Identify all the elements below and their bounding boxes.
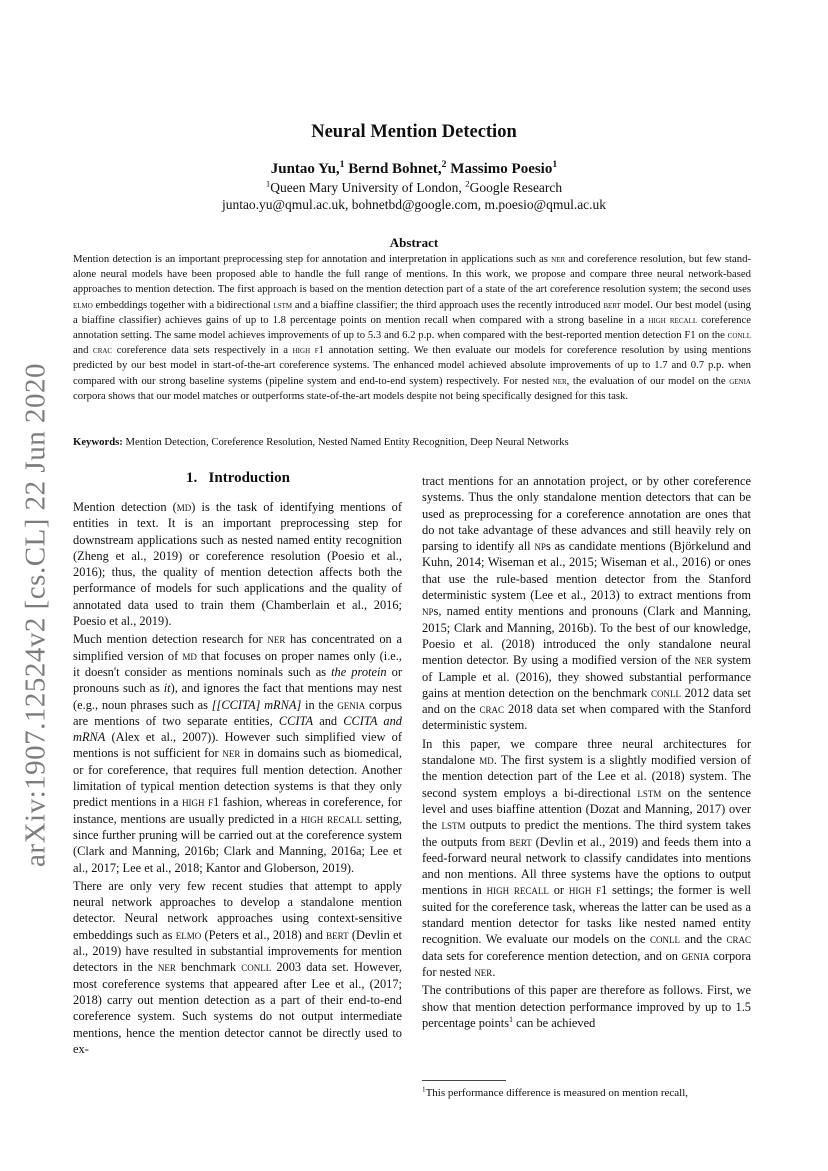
footnote-mark: 1 [422, 1085, 426, 1094]
affiliation-name: Google Research [469, 180, 563, 195]
paragraph: In this paper, we compare three neural architectures for standalone md. The first system is a slightly modified version of the mention detection part of the Lee et al. (2018) system. The second system employs a bi-directional lstm on the sentence level and uses biaffine attention (Dozat and Manning, 2017) over the lstm outputs to predict the mentions. The third system takes the outputs from bert (Devlin et al., 2019) and feeds them into a feed-forward neural network to classify candidates into mentions and non mentions. All three systems have the options to output mentions in high recall or high f1 settings; the former is well suited for the coreference task, whereas the latter can be used as a standard mention detector for tasks like nested named entity recognition. We evaluate our models on the conll and the crac data sets for coreference mention detection, and on genia corpora for nested ner. [422, 736, 752, 979]
right-column [422, 473, 751, 1031]
affiliation-mark: 2 [465, 178, 470, 189]
affiliations [0, 180, 828, 196]
affiliation-mark: 1 [265, 178, 271, 189]
abstract-body [73, 252, 751, 404]
author-name: Massimo Poesio [450, 161, 553, 177]
paper-title: Neural Mention Detection [311, 122, 517, 142]
left-column [73, 499, 402, 1057]
keywords-label: Keywords: [73, 436, 123, 448]
affiliation-name: Queen Mary University of London, [270, 180, 466, 195]
section-heading-introduction [73, 470, 403, 487]
section-title: Introduction [208, 470, 290, 486]
paragraph: Much mention detection research for ner has concentrated on a simplified version of md that focuses on proper names only (i.e., it doesn't consider as mentions nominals such as the protein or pronouns such as it), and ignores the fact that mentions may nest (e.g., noun phrases such as [[CCITA] mRNA] in the genia corpus are mentions of two separate entities, CCITA and CCITA and mRNA (Alex et al., 2007)). However such simplified view of mentions is not sufficient for ner in domains such as biomedical, or for coreference, that requires full mention detection. Another limitation of typical mention detection systems is that they only predict mentions in a high f1 fashion, whereas in coreference, for instance, mentions are usually predicted in a high recall setting, since further pruning will be carried out at the coreference system (Clark and Manning, 2016b; Clark and Manning, 2016a; Lee et al., 2017; Lee et al., 2018; Kantor and Globerson, 2019). [73, 632, 403, 875]
paragraph: Mention detection (md) is the task of identifying mentions of entities in text. It is an important preprocessing step for downstream applications such as nested named entity recognition (Zheng et al., 2019) or coreference resolution (Poesio et al., 2016); thus, the quality of mention detection affects both the performance of models for such applications and the quality of annotated data used to train them (Chamberlain et al., 2016; Poesio et al., 2019). [73, 500, 402, 629]
author-emails: juntao.yu@qmul.ac.uk, bohnetbd@google.com, m.poesio@qmul.ac.uk [221, 197, 607, 212]
abstract-heading: Abstract [389, 235, 439, 250]
keywords [73, 435, 751, 450]
footnote-rule [422, 1080, 506, 1081]
footnote-text: This performance difference is measured on mention recall, [425, 1087, 689, 1099]
author-name: Juntao Yu, [270, 161, 340, 177]
arxiv-sidebar [14, 363, 58, 867]
author-list [0, 161, 828, 178]
author-name: Bernd Bohnet, [348, 161, 442, 177]
abstract-text: Mention detection is an important preprocessing step for annotation and interpretation in applications such as ner and coreference resolution, but few stand-alone neural models have been proposed able to handle the full range of mentions. In this work, we propose and compare three neural network-based approaches to mention detection. The first approach is based on the mention detection part of a state of the art coreference resolution system; the second uses elmo embeddings together with a bidirectional lstm and a biaffine classifier; the third approach uses the recently introduced bert model. Our best model (using a biaffine classifier) achieves gains of up to 1.8 percentage points on mention recall when compared with a strong baseline in a high recall coreference annotation setting. The same model achieves improvements of up to 5.3 and 6.2 p.p. when compared with the best-reported mention detection F1 on the conll and crac coreference data sets respectively in a high f1 annotation setting. We then evaluate our models for coreference resolution by using mentions predicted by our best model in start-of-the-art coreference systems. The enhanced model achieved absolute improvements of up to 1.7 and 0.7 p.p. when compared with our strong baseline systems (pipeline system and end-to-end system) respectively. For nested ner, the evaluation of our model on the genia corpora shows that our model matches or outperforms state-of-the-art models despite not being specifically designed for this task. [73, 253, 752, 402]
section-number: 1. [186, 470, 198, 486]
author-mark: 1 [339, 159, 345, 170]
paragraph: The contributions of this paper are therefore as follows. First, we show that mention detection performance improved by up to 1.5 percentage points$^1$ can be achieved [422, 983, 751, 1030]
author-mark: 2 [441, 159, 447, 170]
paragraph: tract mentions for an annotation project, or by other coreference systems. Thus the only standalone mention detectors that can be used as preprocessing for a coreference annotation are ones that do not take advantage of these advances and still heavily rely on parsing to identify all nps as candidate mentions (Björkelund and Kuhn, 2014; Wiseman et al., 2015; Wiseman et al., 2016) or ones that use the rule-based mention detector from the Stanford deterministic system (Lee et al., 2013) to extract mentions from nps, named entity mentions and pronouns (Clark and Manning, 2015; Clark and Manning, 2016b). To the best of our knowledge, Poesio et al. (2018) introduced the only standalone neural mention detector. By using a modified version of the ner system of Lample et al. (2016), they showed substantial performance gains at mention detection on the benchmark conll 2012 data set and on the crac 2018 data set when compared with the Stanford deterministic system. [422, 474, 752, 733]
keywords-text: Mention Detection, Coreference Resolution, Nested Named Entity Recognition, Deep Neural Networks [122, 436, 569, 448]
paragraph: There are only very few recent studies that attempt to apply neural network approaches to develop a standalone mention detector. Neural network approaches using context-sensitive embeddings such as elmo (Peters et al., 2018) and bert (Devlin et al., 2019) have resulted in substantial improvements for mention detectors in the ner benchmark conll 2003 data set. However, most coreference systems that appeared after Lee et al., (2017; 2018) carry out mention detection as a part of their end-to-end coreference system. Such systems do not output intermediate mentions, hence the mention detector cannot be directly used to ex- [73, 878, 403, 1056]
footnote-ref: 1 [509, 1014, 514, 1024]
author-mark: 1 [552, 159, 558, 170]
arxiv-identifier: arXiv:1907.12524v2 [cs.CL] 22 Jun 2020 [19, 363, 52, 867]
footnote [422, 1086, 751, 1100]
